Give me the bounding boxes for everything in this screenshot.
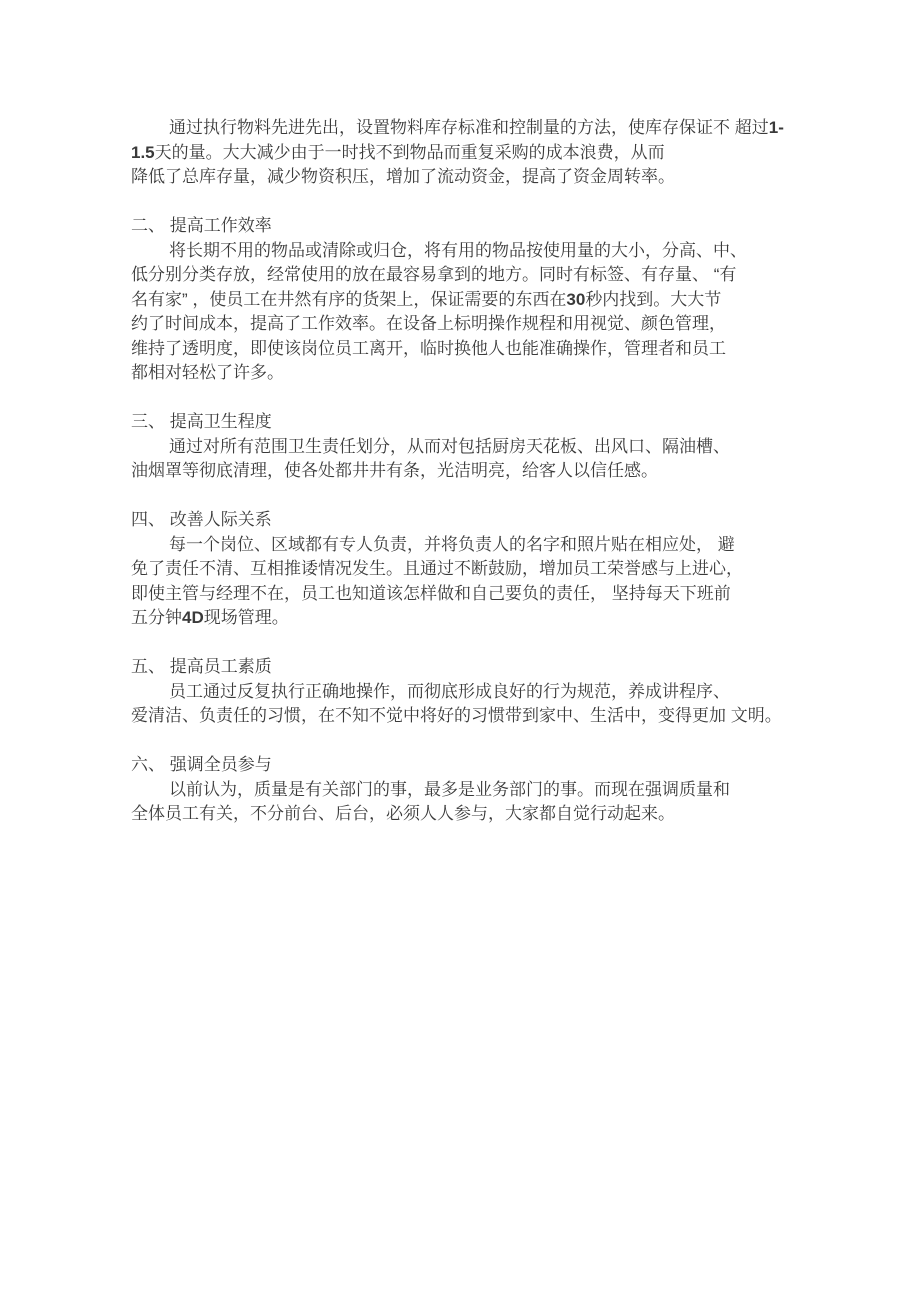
document-section-intro [131,116,820,190]
text-line [131,557,820,582]
text-line [131,312,820,337]
text-run: 全体员工有关，不分前台、后台，必须人人参与，大家都自觉行动起来。 [131,804,675,823]
document-section-4 [131,508,820,631]
text-run: 1- [768,118,784,137]
text-line [131,802,820,827]
text-run: 约了时间成本，提高了工作效率。在设备上标明操作规程和用视觉、颜色管理， [131,314,726,333]
text-line [131,165,820,190]
section-heading: 五、 提高员工素质 [131,657,272,676]
text-line [131,263,820,288]
text-line [131,533,820,558]
text-run: 将长期不用的物品或清除或归仓，将有用的物品按使用量的大小，分高、中、 [169,240,747,260]
text-run: 秒内找到。大大节 [585,289,722,309]
document-section-5 [131,655,820,729]
text-line [131,704,820,729]
text-run: 以前认为，质量是有关部门的事，最多是业务部门的事。而现在强调质量和 [169,779,730,799]
text-run: 每一个岗位、区域都有专人负责，并将负责人的名字和照片贴在相应处， 避 [169,534,735,554]
text-run: 通过对所有范围卫生责任划分，从而对包括厨房天花板、出风口、隔油槽、 [169,436,730,456]
text-run: 低分别分类存放，经常使用的放在最容易拿到的地方。同时有标签、有存量、 “有 [131,265,737,284]
document-section-3 [131,410,820,484]
text-line [131,337,820,362]
text-line [131,239,820,264]
text-run: 30 [566,289,586,309]
text-run: 名有家” ，使员工在井然有序的货架上，保证需要的东西在 [131,289,567,309]
section-heading: 二、 提高工作效率 [131,216,272,235]
document-section-6 [131,753,820,827]
text-line [131,288,820,313]
text-line [131,459,820,484]
text-line [131,435,820,460]
text-line [131,361,820,386]
section-heading: 四、 改善人际关系 [131,510,272,529]
text-run: 降低了总库存量，减少物资积压，增加了流动资金，提高了资金周转率。 [131,167,675,186]
text-run: 4D [182,608,204,627]
text-run: 都相对轻松了许多。 [131,363,284,382]
text-run: 通过执行物料先进先出，设置物料库存标准和控制量的方法，使库存保证不 超过 [169,118,769,137]
text-line [131,141,820,166]
text-line [131,606,820,631]
text-run: 即使主管与经理不在，员工也知道该怎样做和自己要负的责任， 坚持每天下班前 [131,583,731,603]
section-heading: 三、 提高卫生程度 [131,412,272,431]
text-run: 1.5 [131,142,155,162]
text-run: 维持了透明度，即使该岗位员工离开，临时换他人也能准确操作，管理者和员工 [131,338,726,358]
document-section-2 [131,214,820,386]
text-line [131,582,820,607]
text-run: 免了责任不清、互相推诿情况发生。且通过不断鼓励，增加员工荣誉感与上进心， [131,559,743,578]
text-run: 现场管理。 [203,608,289,627]
text-run: 油烟罩等彻底清理，使各处都井井有条，光洁明亮，给客人以信任感。 [131,461,658,480]
text-run: 五分钟 [131,608,182,627]
text-run: 爱清洁、负责任的习惯，在不知不觉中将好的习惯带到家中、生活中，变得更加 文明。 [131,706,782,725]
text-line [131,778,820,803]
text-line [131,680,820,705]
text-line [131,116,820,141]
section-heading: 六、 强调全员参与 [131,755,272,774]
text-run: 天的量。大大减少由于一时找不到物品而重复采购的成本浪费，从而 [154,142,665,162]
text-run: 员工通过反复执行正确地操作，而彻底形成良好的行为规范，养成讲程序、 [169,681,730,701]
